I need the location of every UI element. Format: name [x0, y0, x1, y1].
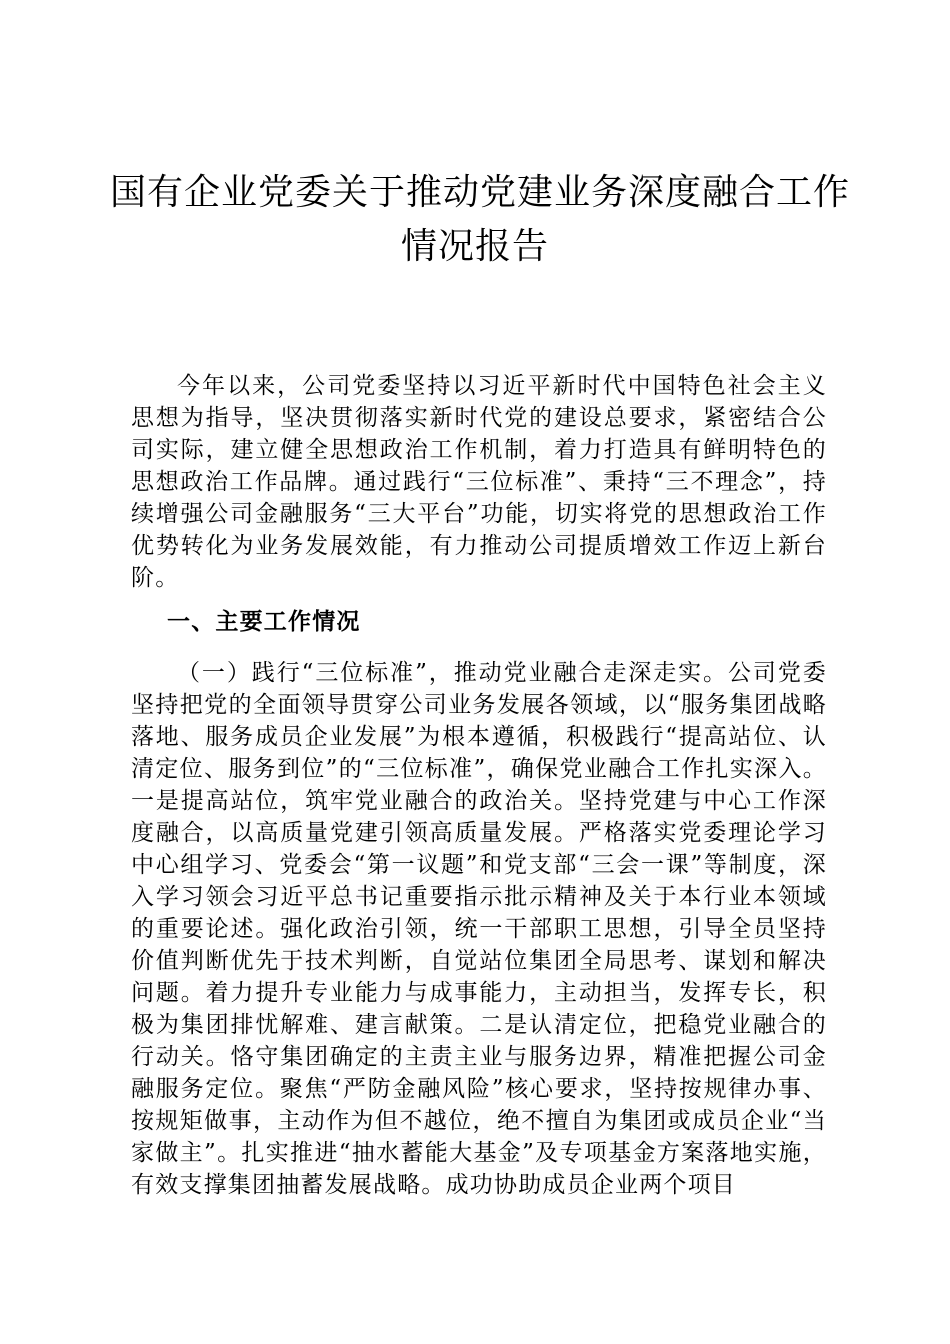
section1-paragraph: （一）践行“三位标准”，推动党业融合走深走实。公司党委坚持把党的全面领导贯穿公司业务发展各领域，以“服务集团战略落地、服务成员企业发展”为根本遵循，积极践行“提高站位、认清定位、服务到位”的“三位标准”，确保党业融合工作扎实深入。一是提高站位，筑牢党业融合的政治关。坚持党建与中心工作深度融合，以高质量党建引领高质量发展。严格落实党委理论学习中心组学习、党委会“第一议题”和党支部“三会一课”等制度，深入学习领会习近平总书记重要指示批示精神及关于本行业本领域的重要论述。强化政治引领，统一干部职工思想，引导全员坚持价值判断优先于技术判断，自觉站位集团全局思考、谋划和解决问题。着力提升专业能力与成事能力，主动担当，发挥专长，积极为集团排忧解难、建言献策。二是认清定位，把稳党业融合的行动关。恪守集团确定的主责主业与服务边界，精准把握公司金融服务定位。聚焦“严防金融风险”核心要求，坚持按规律办事、按规矩做事，主动作为但不越位，绝不擅自为集团或成员企业“当家做主”。扎实推进“抽水蓄能大基金”及专项基金方案落地实施，有效支撑集团抽蓄发展战略。成功协助成员企业两个项目	[131, 660, 827, 1198]
intro-paragraph: 今年以来，公司党委坚持以习近平新时代中国特色社会主义思想为指导，坚决贯彻落实新时代党的建设总要求，紧密结合公司实际，建立健全思想政治工作机制，着力打造具有鲜明特色的思想政治工作品牌。通过践行“三位标准”、秉持“三不理念”，持续增强公司金融服务“三大平台”功能，切实将党的思想政治工作优势转化为业务发展效能，有力推动公司提质增效工作迈上新台阶。	[131, 373, 827, 591]
section-heading: 一、主要工作情况	[167, 608, 361, 635]
title-line-1: 国有企业党委关于推动党建业务深度融合工作	[110, 172, 851, 213]
title-line-2: 情况报告	[400, 226, 549, 267]
document-title	[110, 166, 851, 274]
